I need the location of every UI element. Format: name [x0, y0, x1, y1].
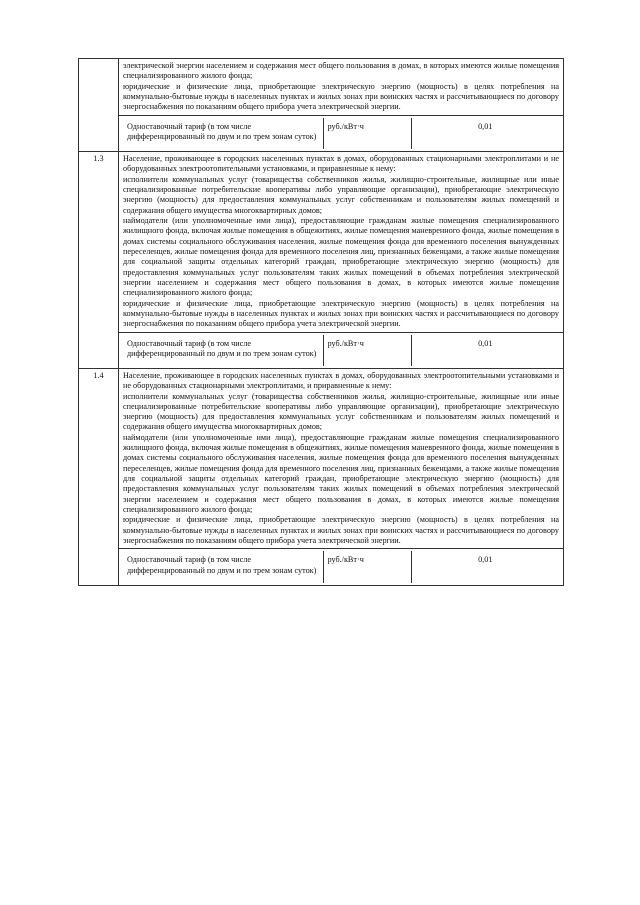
row-number: 1.3 — [79, 151, 119, 368]
tariff-row — [79, 115, 564, 151]
description-paragraph: Население, проживающее в городских населенных пунктах в домах, оборудованных электроотопительными установками и не оборудованных стационарными электроплитами, и приравненные к нему: — [123, 370, 559, 391]
description-paragraph: электрической энергии населением и содержания мест общего пользования в домах, в которых имеются жилые помещения специализированного жилого фонда; — [123, 61, 559, 81]
description-paragraph: Население, проживающее в городских населенных пунктах в домах, оборудованных стационарными электроплитами и не оборудованных электроотопительными установками, и приравненные к нему: — [123, 153, 559, 174]
table-row — [79, 151, 564, 332]
description-paragraph: юридические и физические лица, приобретающие электрическую энергию (мощность) в целях потребления на коммунально-бытовые нужды в населенных пунктах и жилых зонах при воинских частях и рассчитывающиеся по договору энергоснабжения по показаниям общего прибора учета электрической энергии. — [123, 81, 559, 112]
tariff-name: Одноставочный тариф (в том числе дифференцированный по двум и по трем зонам суток) — [127, 338, 317, 359]
document-page — [78, 58, 564, 586]
tariff-value: 0,01 — [411, 118, 559, 149]
row-number — [79, 59, 119, 152]
tariff-table — [78, 58, 564, 586]
consumer-description — [119, 151, 564, 332]
tariff-name: Одноставочный тариф (в том числе дифференцированный по двум и по трем зонам суток) — [127, 555, 317, 576]
tariff-unit: руб./кВт·ч — [323, 118, 411, 149]
description-paragraph: юридические и физические лица, приобретающие электрическую энергию (мощность) в целях потребления на коммунально-бытовые нужды в населенных пунктах и жилых зонах при воинских частях и рассчитывающиеся по договору энергоснабжения по показаниям общего прибора учета электрической энергии. — [123, 515, 559, 546]
table-row — [79, 59, 564, 116]
tariff-unit: руб./кВт·ч — [323, 335, 411, 366]
tariff-row — [79, 332, 564, 368]
consumer-description — [119, 59, 564, 116]
tariff-row — [79, 549, 564, 585]
description-paragraph: юридические и физические лица, приобретающие электрическую энергию (мощность) в целях потребления на коммунально-бытовые нужды в населенных пунктах и жилых зонах при воинских частях и рассчитывающиеся по договору энергоснабжения по показаниям общего прибора учета электрической энергии. — [123, 298, 559, 329]
description-paragraph: наймодатели (или уполномоченные ими лица), предоставляющие гражданам жилые помещения специализированного жилищного фонда, включая жилые помещения в общежитиях, жилые помещения маневренного фонда, жилые помещения в домах системы социального обслуживания населения, жилые помещения фонда для временного поселения вынужденных переселенцев, жилые помещения фонда для временного поселения лиц, признанных беженцами, а также жилые помещения для социальной защиты отдельных категорий граждан, приобретающие электрическую энергию (мощность) для предоставления коммунальных услуг пользователям таких жилых помещений в объемах потребления электрической энергии населением и содержания мест общего пользования в домах, в которых имеются жилые помещения специализированного жилого фонда; — [123, 432, 559, 515]
tariff-value: 0,01 — [411, 551, 559, 582]
row-number: 1.4 — [79, 368, 119, 585]
consumer-description — [119, 368, 564, 549]
description-paragraph: исполнители коммунальных услуг (товарищества собственников жилья, жилищно-строительные, жилищные или иные специализированные потребительские кооперативы либо управляющие организации), приобретающие электрическую энергию (мощность) для предоставления коммунальных услуг собственникам и пользователям жилых помещений и содержания общего имущества многоквартирных домов; — [123, 174, 559, 215]
description-paragraph: наймодатели (или уполномоченные ими лица), предоставляющие гражданам жилые помещения специализированного жилищного фонда, включая жилые помещения в общежитиях, жилые помещения маневренного фонда, жилые помещения в домах системы социального обслуживания населения, жилые помещения фонда для временного поселения вынужденных переселенцев, жилые помещения фонда для временного поселения лиц, признанных беженцами, а также жилые помещения для социальной защиты отдельных категорий граждан, приобретающие электрическую энергию (мощность) для предоставления коммунальных услуг пользователям таких жилых помещений в объемах потребления электрической энергии населением и содержания мест общего пользования в домах, в которых имеются жилые помещения специализированного жилого фонда; — [123, 215, 559, 298]
tariff-name: Одноставочный тариф (в том числе дифференцированный по двум и по трем зонам суток) — [127, 121, 317, 142]
description-paragraph: исполнители коммунальных услуг (товарищества собственников жилья, жилищно-строительные, жилищные или иные специализированные потребительские кооперативы либо управляющие организации), приобретающие электрическую энергию (мощность) для предоставления коммунальных услуг собственникам и пользователям жилых помещений и содержания общего имущества многоквартирных домов; — [123, 391, 559, 432]
tariff-unit: руб./кВт·ч — [323, 551, 411, 582]
tariff-value: 0,01 — [411, 335, 559, 366]
table-row — [79, 368, 564, 549]
